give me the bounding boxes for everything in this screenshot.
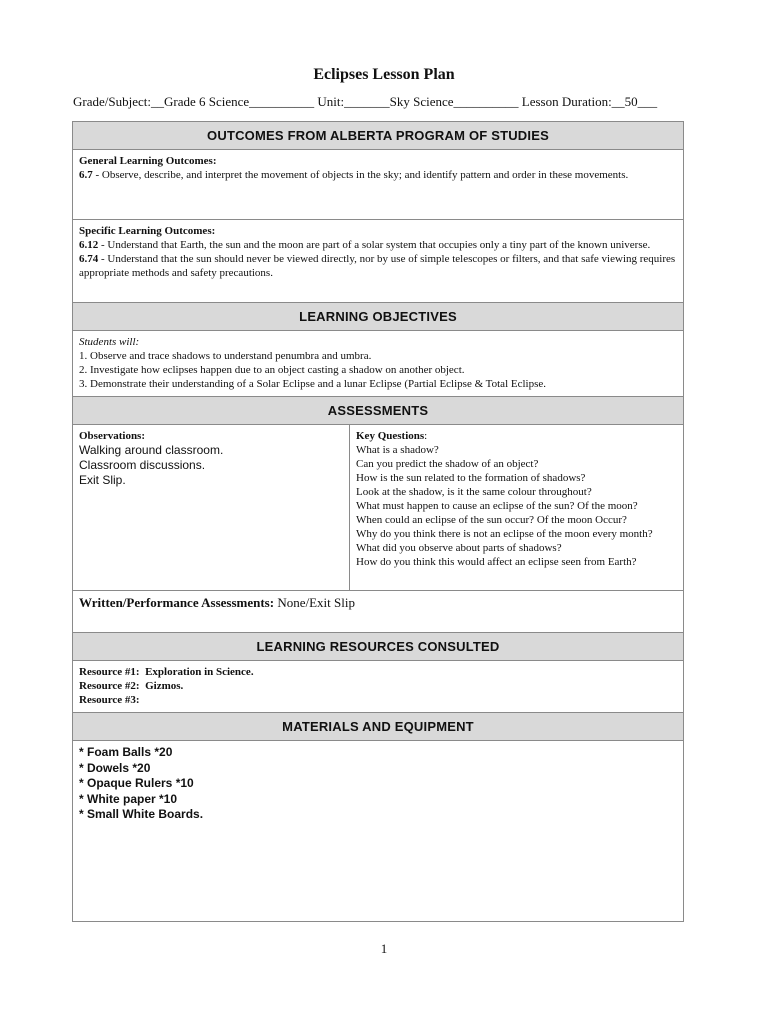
resource-item (79, 693, 677, 707)
objective-item: 1. Observe and trace shadows to understand penumbra and umbra. (79, 350, 372, 362)
material-item: * Small White Boards. (79, 807, 204, 821)
outcome-code: 6.7 (79, 169, 93, 181)
outcome-text: - Understand that the sun should never be viewed directly, nor by use of simple telescopes or filters, and that safe viewing requires appropriate methods and safety precautions. (79, 253, 676, 279)
resource-item (79, 665, 677, 679)
objectives-intro: Students will: (79, 336, 140, 348)
objective-item: 2. Investigate how eclipses happen due to an object casting a shadow on another object. (79, 364, 465, 376)
assessments-header: ASSESSMENTS (73, 397, 683, 425)
general-outcomes-label: General Learning Outcomes: (79, 155, 217, 167)
general-outcomes-cell (73, 150, 683, 220)
material-item: * Dowels *20 (79, 760, 151, 775)
outcome-text: - Understand that Earth, the sun and the moon are part of a solar system that occupies only a tiny part of the known universe. (98, 239, 651, 251)
outcome-item (79, 168, 677, 182)
observation-item: Walking around classroom. (79, 443, 224, 457)
key-question: When could an eclipse of the sun occur? Of the moon Occur? (356, 514, 627, 526)
key-questions-colon: : (424, 430, 428, 442)
written-assessments-cell (73, 591, 683, 633)
key-question: How do you think this would affect an eclipse seen from Earth? (356, 556, 637, 568)
key-question: What must happen to cause an eclipse of the sun? Of the moon? (356, 500, 638, 512)
outcomes-header: OUTCOMES FROM ALBERTA PROGRAM OF STUDIES (73, 122, 683, 150)
resource-label: Resource #3: (79, 694, 140, 706)
key-question: Why do you think there is not an eclipse of the moon every month? (356, 528, 653, 540)
key-question: Can you predict the shadow of an object? (356, 458, 539, 470)
page-number: 1 (380, 941, 388, 956)
lesson-plan-table (72, 121, 684, 922)
resources-cell (73, 661, 683, 713)
objectives-cell (73, 331, 683, 397)
objective-item: 3. Demonstrate their understanding of a Solar Eclipse and a lunar Eclipse (Partial Eclipse & Total Eclipse. (79, 378, 547, 390)
specific-outcomes-label: Specific Learning Outcomes: (79, 225, 216, 237)
resource-label: Resource #2: (79, 680, 140, 692)
written-assessments-value: None/Exit Slip (277, 595, 355, 610)
material-item: * White paper *10 (79, 791, 178, 806)
material-item: * Foam Balls *20 (79, 745, 173, 759)
observations-label: Observations: (79, 430, 145, 442)
objectives-header: LEARNING OBJECTIVES (73, 303, 683, 331)
key-questions-column (350, 425, 683, 590)
resource-value: Gizmos. (145, 680, 184, 692)
resources-header: LEARNING RESOURCES CONSULTED (73, 633, 683, 661)
key-question: What is a shadow? (356, 444, 439, 456)
resource-item (79, 679, 677, 693)
key-question: What did you observe about parts of shadows? (356, 542, 562, 554)
assessments-cell (73, 425, 683, 591)
key-question: How is the sun related to the formation of shadows? (356, 472, 586, 484)
outcome-item (79, 238, 677, 252)
resource-label: Resource #1: (79, 666, 140, 678)
observation-item: Exit Slip. (79, 473, 126, 487)
observations-column (73, 425, 350, 590)
resource-value: Exploration in Science. (145, 666, 254, 678)
specific-outcomes-cell (73, 220, 683, 303)
outcome-code: 6.12 (79, 239, 99, 251)
material-item: * Opaque Rulers *10 (79, 776, 194, 790)
outcome-item (79, 252, 677, 280)
materials-cell (73, 741, 683, 921)
outcome-text: - Observe, describe, and interpret the movement of objects in the sky; and identify pattern and order in these movements. (92, 169, 629, 181)
page-title: Eclipses Lesson Plan (313, 66, 455, 83)
meta-line: Grade/Subject:__Grade 6 Science__________ Unit:_______Sky Science__________ Lesson Duration:__50___ (73, 94, 658, 109)
observation-item: Classroom discussions. (79, 458, 206, 472)
key-question: Look at the shadow, is it the same colour throughout? (356, 486, 592, 498)
key-questions-label: Key Questions (356, 430, 425, 442)
outcome-code: 6.74 (79, 253, 99, 265)
materials-header: MATERIALS AND EQUIPMENT (73, 713, 683, 741)
written-assessments-label: Written/Performance Assessments: (79, 595, 275, 610)
